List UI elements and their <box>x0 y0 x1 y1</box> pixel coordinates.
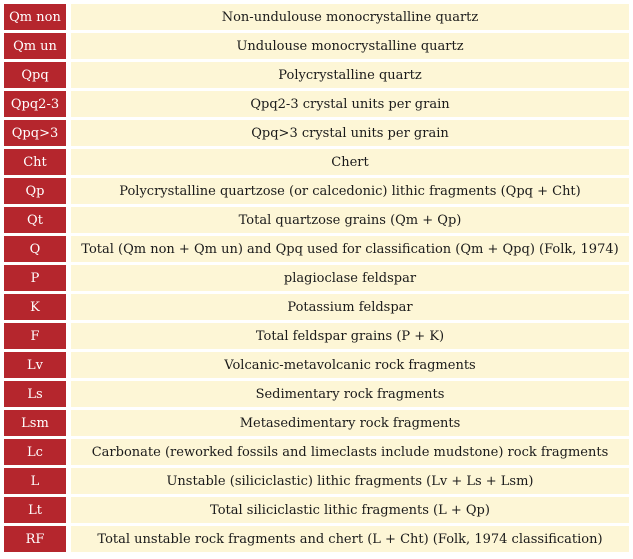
table-row <box>4 120 629 146</box>
abbreviation-cell: Lc <box>4 439 66 465</box>
description-cell: Polycrystalline quartzose (or calcedonic) lithic fragments (Qpq + Cht) <box>71 178 629 204</box>
table-row <box>4 33 629 59</box>
table-row <box>4 149 629 175</box>
abbreviation-cell: Cht <box>4 149 66 175</box>
abbreviation-cell: Qm non <box>4 4 66 30</box>
table-row <box>4 91 629 117</box>
table-row <box>4 323 629 349</box>
abbreviation-cell: Qpq <box>4 62 66 88</box>
abbreviation-cell: Qpq2-3 <box>4 91 66 117</box>
description-cell: Chert <box>71 149 629 175</box>
abbreviation-cell: Qm un <box>4 33 66 59</box>
description-cell: Total feldspar grains (P + K) <box>71 323 629 349</box>
table-row <box>4 352 629 378</box>
abbreviation-cell: Lt <box>4 497 66 523</box>
table-row <box>4 265 629 291</box>
abbreviation-cell: Qt <box>4 207 66 233</box>
abbreviation-cell: Qpq>3 <box>4 120 66 146</box>
table-row <box>4 410 629 436</box>
description-cell: Total (Qm non + Qm un) and Qpq used for classification (Qm + Qpq) (Folk, 1974) <box>71 236 629 262</box>
table-row <box>4 294 629 320</box>
table-row <box>4 178 629 204</box>
abbreviation-cell: RF <box>4 526 66 552</box>
description-cell: Carbonate (reworked fossils and limeclasts include mudstone) rock fragments <box>71 439 629 465</box>
abbreviation-cell: Ls <box>4 381 66 407</box>
description-cell: Unstable (siliciclastic) lithic fragments (Lv + Ls + Lsm) <box>71 468 629 494</box>
table-row <box>4 381 629 407</box>
description-cell: Sedimentary rock fragments <box>71 381 629 407</box>
description-cell: Qpq2-3 crystal units per grain <box>71 91 629 117</box>
description-cell: Total quartzose grains (Qm + Qp) <box>71 207 629 233</box>
description-cell: Undulouse monocrystalline quartz <box>71 33 629 59</box>
table-row <box>4 236 629 262</box>
abbreviation-cell: F <box>4 323 66 349</box>
abbreviation-cell: Lsm <box>4 410 66 436</box>
abbreviation-cell: L <box>4 468 66 494</box>
description-cell: Total unstable rock fragments and chert (L + Cht) (Folk, 1974 classification) <box>71 526 629 552</box>
abbreviation-cell: K <box>4 294 66 320</box>
table-row <box>4 526 629 552</box>
abbreviation-cell: Qp <box>4 178 66 204</box>
table-row <box>4 468 629 494</box>
table-row <box>4 439 629 465</box>
description-cell: Qpq>3 crystal units per grain <box>71 120 629 146</box>
abbreviation-cell: Lv <box>4 352 66 378</box>
description-cell: Total siliciclastic lithic fragments (L + Qp) <box>71 497 629 523</box>
abbreviation-cell: P <box>4 265 66 291</box>
description-cell: Potassium feldspar <box>71 294 629 320</box>
description-cell: Polycrystalline quartz <box>71 62 629 88</box>
description-cell: Non-undulouse monocrystalline quartz <box>71 4 629 30</box>
abbreviation-table <box>4 4 629 555</box>
abbreviation-cell: Q <box>4 236 66 262</box>
description-cell: Metasedimentary rock fragments <box>71 410 629 436</box>
table-row <box>4 207 629 233</box>
description-cell: plagioclase feldspar <box>71 265 629 291</box>
table-row <box>4 497 629 523</box>
table-row <box>4 4 629 30</box>
table-row <box>4 62 629 88</box>
description-cell: Volcanic-metavolcanic rock fragments <box>71 352 629 378</box>
